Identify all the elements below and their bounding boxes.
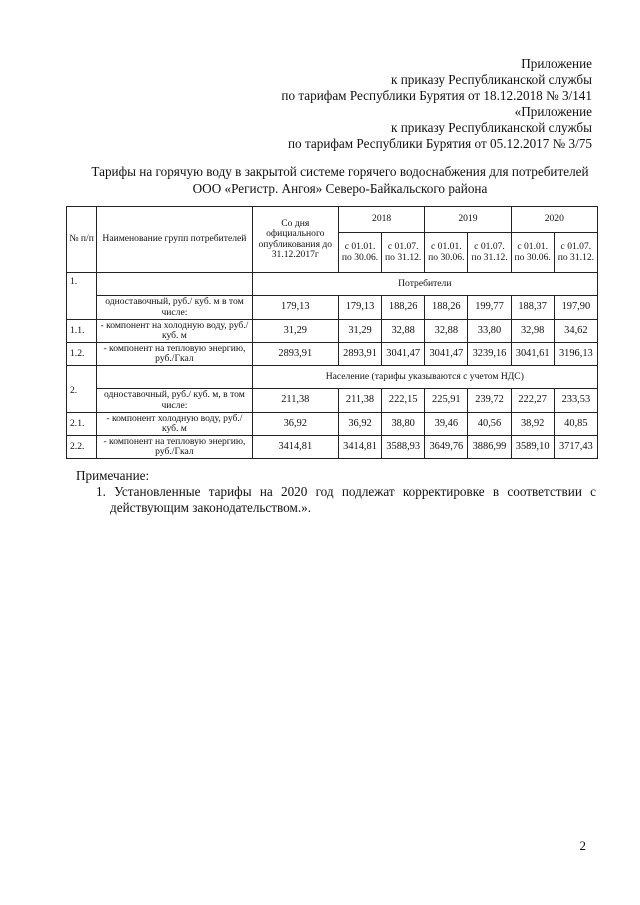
note-section: [76, 468, 596, 516]
tariff-value: 239,72: [468, 389, 511, 413]
tariff-table: [66, 206, 598, 459]
group-spacer: [97, 273, 252, 296]
tariff-value: 222,27: [511, 389, 554, 413]
tariff-value: 2893,91: [338, 343, 381, 366]
header-line: к приказу Республиканской службы: [390, 120, 592, 135]
header-year: 2019: [425, 207, 511, 233]
header-period: с 01.07. по 31.12.: [554, 233, 597, 273]
header-period: с 01.01. по 30.06.: [511, 233, 554, 273]
tariff-value: 179,13: [252, 296, 338, 320]
row-number: 1.1.: [67, 320, 97, 343]
tariff-value: 233,53: [554, 389, 597, 413]
tariff-value: 3041,47: [425, 343, 468, 366]
tariff-value: 32,88: [425, 320, 468, 343]
tariff-value: 3588,93: [382, 436, 425, 459]
group-row: [67, 366, 598, 389]
note-heading: Примечание:: [76, 468, 150, 483]
tariff-value: 31,29: [338, 320, 381, 343]
row-number: 2.1.: [67, 413, 97, 436]
tariff-value: 188,26: [425, 296, 468, 320]
tariff-value: 199,77: [468, 296, 511, 320]
table-row: [67, 296, 598, 320]
document-title: [60, 163, 620, 197]
tariff-value: 222,15: [382, 389, 425, 413]
tariff-value: 38,80: [382, 413, 425, 436]
table-row: [67, 436, 598, 459]
row-number: 1.2.: [67, 343, 97, 366]
tariff-value: 225,91: [425, 389, 468, 413]
tariff-value: 31,29: [252, 320, 338, 343]
tariff-value: 36,92: [252, 413, 338, 436]
tariff-value: 3886,99: [468, 436, 511, 459]
tariff-value: 3649,76: [425, 436, 468, 459]
header-period: с 01.07. по 31.12.: [468, 233, 511, 273]
header-period: с 01.01. по 30.06.: [425, 233, 468, 273]
header-year: 2020: [511, 207, 597, 233]
tariff-value: 179,13: [338, 296, 381, 320]
tariff-value: 39,46: [425, 413, 468, 436]
tariff-value: 188,37: [511, 296, 554, 320]
tariff-value: 211,38: [252, 389, 338, 413]
table-row: [67, 389, 598, 413]
group-label: Население (тарифы указываются с учетом НДС): [252, 366, 597, 389]
title-line: ООО «Регистр. Ангоя» Северо-Байкальского района: [192, 181, 488, 196]
header-line: Приложение: [521, 56, 592, 71]
tariff-value: 3589,10: [511, 436, 554, 459]
tariff-value: 3717,43: [554, 436, 597, 459]
group-number: 1.: [67, 273, 97, 320]
consumer-group-name: одноставочный, руб./ куб. м, в том числе:: [97, 389, 252, 413]
table-row: [67, 413, 598, 436]
title-line: Тарифы на горячую воду в закрытой системе горячего водоснабжения для потребителей: [91, 164, 589, 179]
tariff-value: 3196,13: [554, 343, 597, 366]
header-line: по тарифам Республики Бурятия от 18.12.2018 № 3/141: [281, 88, 592, 103]
tariff-value: 36,92: [338, 413, 381, 436]
tariff-value: 3239,16: [468, 343, 511, 366]
header-period: с 01.01. по 30.06.: [338, 233, 381, 273]
table-row: [67, 320, 598, 343]
tariff-value: 34,62: [554, 320, 597, 343]
document-header: [281, 56, 592, 152]
consumer-group-name: - компонент холодную воду, руб./ куб. м: [97, 413, 252, 436]
tariff-value: 32,98: [511, 320, 554, 343]
tariff-value: 40,85: [554, 413, 597, 436]
tariff-value: 3041,47: [382, 343, 425, 366]
header-period: с 01.07. по 31.12.: [382, 233, 425, 273]
tariff-value: 38,92: [511, 413, 554, 436]
group-number: 2.: [67, 366, 97, 413]
header-line: по тарифам Республики Бурятия от 05.12.2017 № 3/75: [288, 136, 592, 151]
tariff-value: 2893,91: [252, 343, 338, 366]
header-line: к приказу Республиканской службы: [390, 72, 592, 87]
header-base-period: Со дня официального опубликования до 31.12.2017г: [252, 207, 338, 273]
row-number: 2.2.: [67, 436, 97, 459]
note-item: 1. Установленные тарифы на 2020 год подлежат корректировке в соответствии с действующим законодательством.».: [96, 484, 596, 515]
header-consumer-group: Наименование групп потребителей: [97, 207, 252, 273]
tariff-value: 3414,81: [252, 436, 338, 459]
tariff-value: 3414,81: [338, 436, 381, 459]
header-line: «Приложение: [514, 104, 592, 119]
group-label: Потребители: [252, 273, 597, 296]
header-number: № п/п: [67, 207, 97, 273]
header-year: 2018: [338, 207, 424, 233]
tariff-value: 40,56: [468, 413, 511, 436]
tariff-value: 32,88: [382, 320, 425, 343]
group-row: [67, 273, 598, 296]
page-number: 2: [579, 838, 586, 853]
table-row: [67, 343, 598, 366]
tariff-value: 3041,61: [511, 343, 554, 366]
consumer-group-name: - компонент на тепловую энергию, руб./Гкал: [97, 343, 252, 366]
group-spacer: [97, 366, 252, 389]
tariff-value: 33,80: [468, 320, 511, 343]
tariff-value: 197,90: [554, 296, 597, 320]
consumer-group-name: - компонент на тепловую энергию, руб./Гкал: [97, 436, 252, 459]
consumer-group-name: - компонент на холодную воду, руб./ куб. м: [97, 320, 252, 343]
tariff-value: 211,38: [338, 389, 381, 413]
consumer-group-name: одноставочный, руб./ куб. м в том числе:: [97, 296, 252, 320]
tariff-value: 188,26: [382, 296, 425, 320]
